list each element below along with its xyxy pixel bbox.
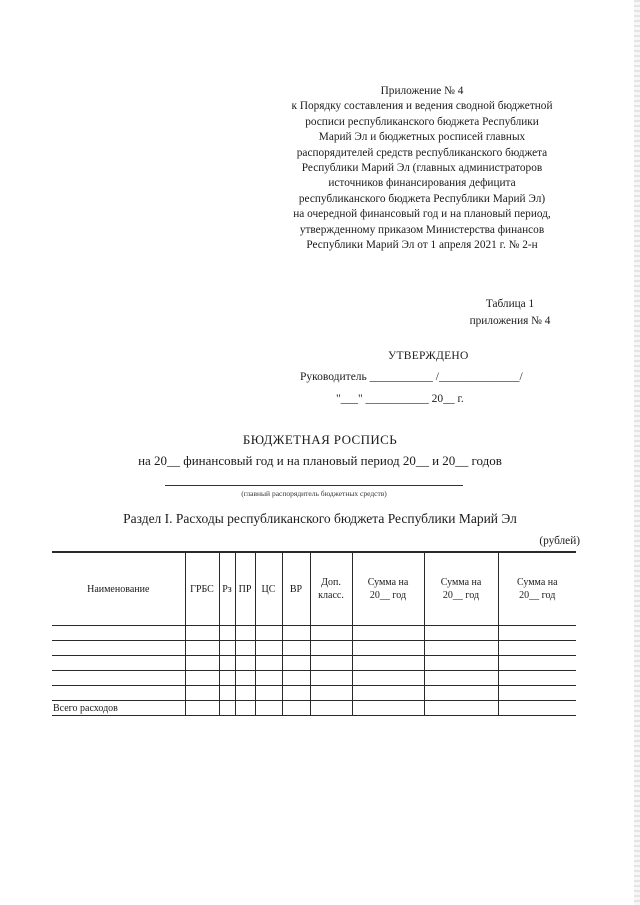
table-cell xyxy=(282,656,310,671)
table-cell xyxy=(255,686,282,701)
table-row xyxy=(52,626,576,641)
table-reference xyxy=(430,296,590,330)
signature-line: Руководитель ___________ /______________/ xyxy=(300,371,523,383)
table-cell xyxy=(424,626,498,641)
table-cell xyxy=(255,656,282,671)
header-dop-line1: Доп. xyxy=(321,577,341,588)
table-cell xyxy=(235,701,255,716)
table-row xyxy=(52,671,576,686)
header-pr: ПР xyxy=(235,552,255,626)
table-cell xyxy=(52,671,185,686)
table-cell xyxy=(352,641,424,656)
table-cell xyxy=(219,626,235,641)
table-row xyxy=(52,686,576,701)
table-cell xyxy=(52,656,185,671)
table-cell xyxy=(424,656,498,671)
table-cell xyxy=(282,701,310,716)
table-cell xyxy=(310,671,352,686)
table-cell xyxy=(255,641,282,656)
table-cell xyxy=(255,626,282,641)
header-dop-class xyxy=(310,552,352,626)
table-cell xyxy=(185,671,219,686)
header-sum3-line2: 20__ год xyxy=(519,590,556,601)
table-cell xyxy=(498,626,576,641)
table-cell xyxy=(255,671,282,686)
table-cell xyxy=(498,656,576,671)
table-ref-line: приложения № 4 xyxy=(469,315,551,327)
table-cell xyxy=(352,626,424,641)
units-label: (рублей) xyxy=(539,535,580,547)
table-cell xyxy=(352,686,424,701)
table-cell xyxy=(185,626,219,641)
table-cell xyxy=(235,686,255,701)
table-cell xyxy=(282,671,310,686)
section-title: Раздел I. Расходы республиканского бюджета Республики Марий Эл xyxy=(123,511,517,526)
table-cell xyxy=(352,701,424,716)
document-subtitle: на 20__ финансовый год и на плановый период 20__ и 20__ годов xyxy=(138,453,502,468)
table-cell xyxy=(185,701,219,716)
table-cell xyxy=(282,641,310,656)
table-cell xyxy=(235,656,255,671)
table-cell xyxy=(219,656,235,671)
total-label: Всего расходов xyxy=(52,701,185,716)
table-cell xyxy=(424,641,498,656)
appendix-line: на очередной финансовый год и на плановый период, xyxy=(293,208,551,221)
table-cell xyxy=(255,701,282,716)
appendix-line: республиканского бюджета Республики Марий Эл) xyxy=(298,192,546,205)
manager-caption: (главный распорядитель бюджетных средств) xyxy=(241,489,387,498)
table-row xyxy=(52,656,576,671)
table-cell xyxy=(185,656,219,671)
header-sum-year1 xyxy=(352,552,424,626)
table-cell xyxy=(52,641,185,656)
manager-fill-line xyxy=(165,485,463,486)
budget-table xyxy=(52,551,576,716)
header-grbs: ГРБС xyxy=(185,552,219,626)
table-cell xyxy=(52,626,185,641)
table-cell xyxy=(282,626,310,641)
scan-edge-artifact xyxy=(634,0,640,905)
header-rz: Рз xyxy=(219,552,235,626)
table-cell xyxy=(498,701,576,716)
appendix-line: источников финансирования дефицита xyxy=(328,177,516,190)
table-cell xyxy=(219,701,235,716)
table-cell xyxy=(498,641,576,656)
table-cell xyxy=(219,686,235,701)
table-cell xyxy=(424,686,498,701)
header-sum2-line2: 20__ год xyxy=(442,590,480,601)
table-cell xyxy=(235,626,255,641)
table-cell xyxy=(52,686,185,701)
table-cell xyxy=(310,686,352,701)
table-cell xyxy=(498,686,576,701)
table-cell xyxy=(424,701,498,716)
table-row xyxy=(52,641,576,656)
table-cell xyxy=(310,701,352,716)
header-sum-year2 xyxy=(424,552,498,626)
table-cell xyxy=(310,641,352,656)
table-cell xyxy=(235,641,255,656)
table-cell xyxy=(310,626,352,641)
header-sum-year3 xyxy=(498,552,576,626)
appendix-line: распорядителей средств республиканского бюджета xyxy=(296,146,548,159)
appendix-line: Республики Марий Эл (главных администраторов xyxy=(301,162,543,175)
table-cell xyxy=(352,671,424,686)
table-row-total xyxy=(52,701,576,716)
header-sum2-line1: Сумма на xyxy=(440,577,482,588)
table-cell xyxy=(282,686,310,701)
table-ref-line: Таблица 1 xyxy=(485,298,535,310)
appendix-line: Марий Эл и бюджетных росписей главных xyxy=(318,131,526,144)
table-cell xyxy=(185,641,219,656)
appendix-line: росписи республиканского бюджета Республики xyxy=(305,115,539,128)
header-sum1-line1: Сумма на xyxy=(367,577,409,588)
document-title: БЮДЖЕТНАЯ РОСПИСЬ xyxy=(242,432,398,447)
date-line: "___" ___________ 20__ г. xyxy=(336,393,464,405)
header-name: Наименование xyxy=(52,552,185,626)
table-header-row xyxy=(52,552,576,626)
table-cell xyxy=(352,656,424,671)
table-cell xyxy=(424,671,498,686)
approval-title: УТВЕРЖДЕНО xyxy=(388,350,469,362)
appendix-line: Приложение № 4 xyxy=(380,85,464,97)
header-dop-line2: класс. xyxy=(318,590,344,601)
header-sum1-line2: 20__ год xyxy=(369,590,407,601)
header-cs: ЦС xyxy=(255,552,282,626)
table-cell xyxy=(219,671,235,686)
appendix-header xyxy=(262,84,582,253)
table-cell xyxy=(219,641,235,656)
table-cell xyxy=(235,671,255,686)
table-cell xyxy=(498,671,576,686)
header-vr: ВР xyxy=(282,552,310,626)
appendix-line: к Порядку составления и ведения сводной бюджетной xyxy=(291,100,553,113)
appendix-line: Республики Марий Эл от 1 апреля 2021 г. № 2-н xyxy=(306,239,538,252)
table-cell xyxy=(185,686,219,701)
table-cell xyxy=(310,656,352,671)
appendix-line: утвержденному приказом Министерства финансов xyxy=(299,223,545,236)
header-sum3-line1: Сумма на xyxy=(516,577,558,588)
